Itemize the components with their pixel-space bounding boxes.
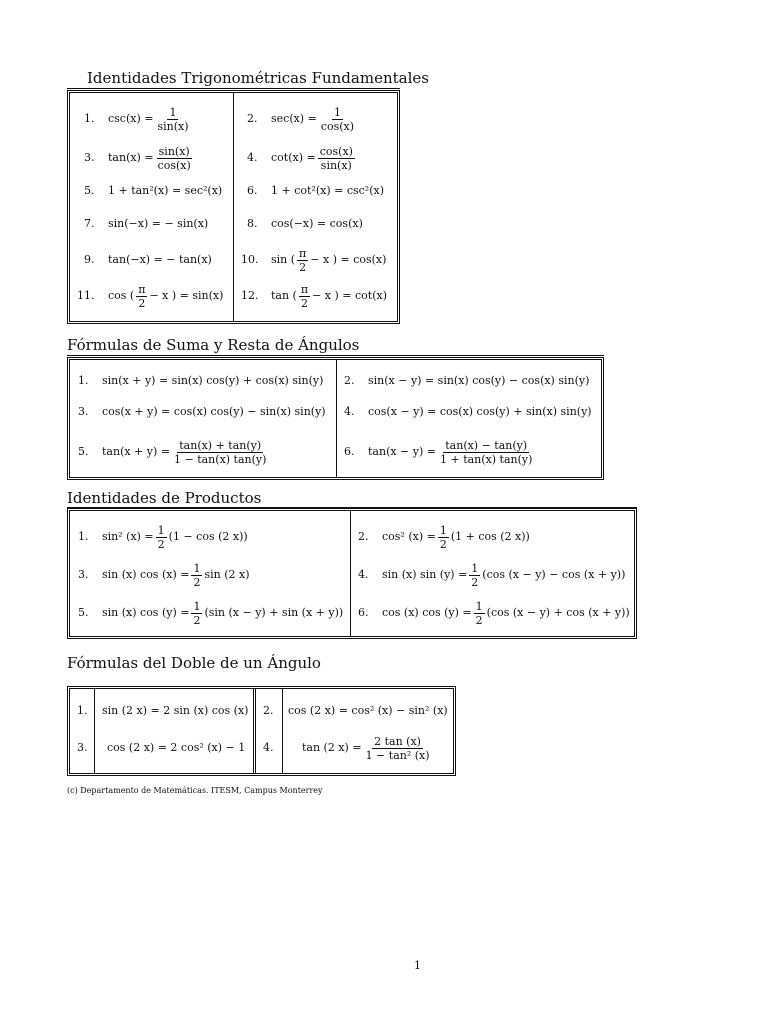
formula-item: 4. sin (x) sin (y) = $\frac{1}{2}$ (cos (x − y) − cos (x + y)) [358, 561, 626, 589]
formula-item: tan (2 x) = $\frac{2 \tan (x)}{\text{1 − tan² (x)}}$ [302, 734, 430, 762]
formula-item: cos (2 x) = 2 cos² (x) − 1 [107, 741, 246, 754]
formula-number: 4. [263, 741, 274, 754]
copyright-footer: (c) Departamento de Matemáticas. ITESM, Campus Monterrey [67, 786, 323, 795]
column-divider [350, 511, 351, 636]
column-divider [336, 360, 337, 477]
formula-item: 1. sin(x + y) = sin(x) cos(y) + cos(x) sin(y) [78, 374, 324, 387]
formula-item: 9. tan(−x) = − tan(x) [84, 253, 212, 266]
formula-number: 3. [77, 741, 88, 754]
formula-number: 2. [263, 704, 274, 717]
formula-number: 1. [77, 704, 88, 717]
formula-item: 2. sin(x − y) = sin(x) cos(y) − cos(x) sin(y) [344, 374, 590, 387]
formula-item: 6. tan(x − y) = $\frac{\tan(x) - \tan(y)}{1 + \tan(x) \tan(y)}$ [344, 438, 533, 466]
page-number: 1 [414, 959, 421, 972]
title-underline [67, 355, 604, 356]
formula-item: 1. csc(x) = $\frac{1}{\sin(x)}$ [84, 105, 189, 133]
formula-item: 1. sin² (x) = $\frac{1}{2}$ (1 − cos (2 x)) [78, 523, 248, 551]
formula-item: 5. 1 + tan²(x) = sec²(x) [84, 184, 223, 197]
formula-item: 2. sec(x) = $\frac{1}{\cos(x)}$ [247, 105, 355, 133]
formula-item: 6. 1 + cot²(x) = csc²(x) [247, 184, 384, 197]
formula-item: 3. cos(x + y) = cos(x) cos(y) − sin(x) sin(y) [78, 405, 326, 418]
title-underline [67, 88, 400, 89]
section-title-products: Identidades de Productos [67, 489, 262, 507]
formula-item: 8. cos(−x) = cos(x) [247, 217, 363, 230]
formula-item: 3. sin (x) cos (x) = $\frac{1}{2}$ sin (2 x) [78, 561, 250, 589]
column-divider [94, 689, 95, 773]
formula-item: 4. cos(x − y) = cos(x) cos(y) + sin(x) sin(y) [344, 405, 592, 418]
formula-item: cos (2 x) = cos² (x) − sin² (x) [288, 704, 448, 717]
column-divider [233, 93, 234, 321]
column-divider [282, 689, 283, 773]
formula-item: 12. tan ( $\frac{\pi}{2}$ − x ) = cot(x) [241, 282, 387, 310]
section-title-fundamental: Identidades Trigonométricas Fundamentales [87, 69, 429, 87]
formula-item: 3. tan(x) = $\frac{\sin(x)}{\cos(x)}$ [84, 144, 191, 172]
section-title-sum: Fórmulas de Suma y Resta de Ángulos [67, 336, 360, 354]
section-title-double: Fórmulas del Doble de un Ángulo [67, 654, 321, 672]
formula-item: 7. sin(−x) = − sin(x) [84, 217, 209, 230]
formula-item: sin (2 x) = 2 sin (x) cos (x) [102, 704, 249, 717]
formula-item: 5. sin (x) cos (y) = $\frac{1}{2}$ (sin (x − y) + sin (x + y)) [78, 599, 344, 627]
formula-item: 11. cos ( $\frac{\pi}{2}$ − x ) = sin(x) [77, 282, 224, 310]
formula-item: 6. cos (x) cos (y) = $\frac{1}{2}$ (cos (x − y) + cos (x + y)) [358, 599, 630, 627]
formula-item: 5. tan(x + y) = $\frac{\tan(x) + \tan(y)}{1 - \tan(x) \tan(y)}$ [78, 438, 267, 466]
column-divider [253, 689, 256, 773]
formula-item: 10. sin ( $\frac{\pi}{2}$ − x ) = cos(x) [241, 246, 387, 274]
formula-item: 2. cos² (x) = $\frac{1}{2}$ (1 + cos (2 x)) [358, 523, 530, 551]
formula-item: 4. cot(x) = $\frac{\cos(x)}{\sin(x)}$ [247, 144, 353, 172]
